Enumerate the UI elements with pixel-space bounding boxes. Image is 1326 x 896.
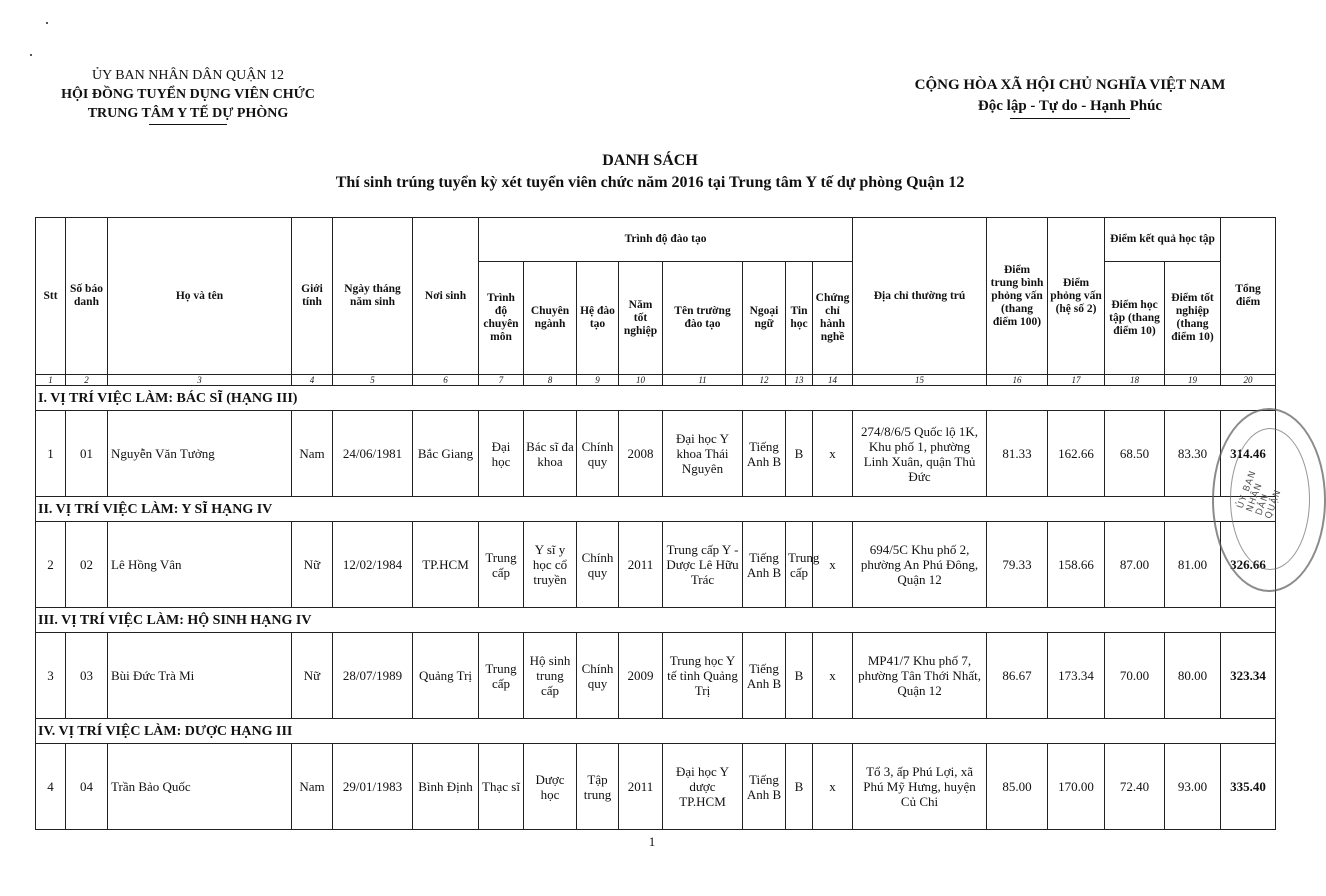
cell-name: Bùi Đức Trà Mi — [108, 633, 292, 719]
col-number: 3 — [108, 375, 292, 386]
cell-study-score: 72.40 — [1105, 744, 1165, 830]
col-number: 12 — [743, 375, 786, 386]
col-header-training-group: Trình độ đào tạo — [479, 218, 853, 262]
cell-dob: 29/01/1983 — [333, 744, 413, 830]
col-header-it: Tin học — [786, 262, 813, 375]
col-header-result-group: Điểm kết quả học tập — [1105, 218, 1221, 262]
cell-school: Đại học Y khoa Thái Nguyên — [663, 411, 743, 497]
col-number: 20 — [1221, 375, 1276, 386]
cell-birthplace: Quảng Trị — [413, 633, 479, 719]
cell-sbd: 02 — [66, 522, 108, 608]
col-number: 5 — [333, 375, 413, 386]
cell-dob: 24/06/1981 — [333, 411, 413, 497]
col-number: 10 — [619, 375, 663, 386]
issuer-line-3: TRUNG TÂM Y TẾ DỰ PHÒNG — [87, 106, 289, 121]
cell-address: 694/5C Khu phố 2, phường An Phú Đông, Quận 12 — [853, 522, 987, 608]
cell-sbd: 03 — [66, 633, 108, 719]
cell-language: Tiếng Anh B — [743, 633, 786, 719]
cell-language: Tiếng Anh B — [743, 411, 786, 497]
column-number-row — [36, 375, 1276, 386]
cell-interview-avg: 79.33 — [987, 522, 1048, 608]
cell-mode: Tập trung — [577, 744, 619, 830]
col-header-sbd: Số báo danh — [66, 218, 108, 375]
cell-mode: Chính quy — [577, 522, 619, 608]
cell-school: Trung học Y tế tỉnh Quảng Trị — [663, 633, 743, 719]
col-header-grad-score: Điểm tốt nghiệp (thang điểm 10) — [1165, 262, 1221, 375]
cell-grad-year: 2011 — [619, 744, 663, 830]
cell-address: MP41/7 Khu phố 7, phường Tân Thới Nhất, Quận 12 — [853, 633, 987, 719]
cell-interview-x2: 162.66 — [1048, 411, 1105, 497]
cell-gender: Nữ — [292, 633, 333, 719]
col-number: 14 — [813, 375, 853, 386]
cell-interview-x2: 158.66 — [1048, 522, 1105, 608]
cell-level: Thạc sĩ — [479, 744, 524, 830]
cell-language: Tiếng Anh B — [743, 744, 786, 830]
col-number: 16 — [987, 375, 1048, 386]
issuer-line-2: HỘI ĐỒNG TUYỂN DỤNG VIÊN CHỨC — [61, 87, 315, 102]
cell-major: Hộ sinh trung cấp — [524, 633, 577, 719]
cell-stt: 2 — [36, 522, 66, 608]
col-number: 7 — [479, 375, 524, 386]
table-row — [36, 633, 1276, 719]
motto-underline — [1010, 118, 1130, 119]
cell-sbd: 01 — [66, 411, 108, 497]
cell-major: Bác sĩ đa khoa — [524, 411, 577, 497]
cell-name: Nguyễn Văn Tưởng — [108, 411, 292, 497]
cell-interview-avg: 81.33 — [987, 411, 1048, 497]
cell-gender: Nam — [292, 744, 333, 830]
cell-grad-score: 80.00 — [1165, 633, 1221, 719]
col-header-gender: Giới tính — [292, 218, 333, 375]
section-title: I. VỊ TRÍ VIỆC LÀM: BÁC SĨ (HẠNG III) — [36, 386, 1276, 411]
col-number: 6 — [413, 375, 479, 386]
col-header-grad-year: Năm tốt nghiệp — [619, 262, 663, 375]
cell-address: Tổ 3, ấp Phú Lợi, xã Phú Mỹ Hưng, huyện Củ Chi — [853, 744, 987, 830]
cell-total: 314.46 — [1221, 411, 1276, 497]
national-motto: Độc lập - Tự do - Hạnh Phúc — [977, 98, 1163, 114]
cell-cert: x — [813, 744, 853, 830]
col-header-language: Ngoại ngữ — [743, 262, 786, 375]
cell-interview-avg: 86.67 — [987, 633, 1048, 719]
cell-grad-year: 2011 — [619, 522, 663, 608]
cell-gender: Nam — [292, 411, 333, 497]
cell-grad-score: 93.00 — [1165, 744, 1221, 830]
col-number: 11 — [663, 375, 743, 386]
table-row — [36, 411, 1276, 497]
cell-level: Trung cấp — [479, 522, 524, 608]
scan-speck — [46, 22, 48, 24]
cell-grad-year: 2009 — [619, 633, 663, 719]
cell-grad-score: 81.00 — [1165, 522, 1221, 608]
title-line-2: Thí sinh trúng tuyển kỳ xét tuyển viên chức năm 2016 tại Trung tâm Y tế dự phòng Quận 12 — [335, 174, 965, 191]
cell-grad-year: 2008 — [619, 411, 663, 497]
col-number: 13 — [786, 375, 813, 386]
table-row — [36, 744, 1276, 830]
document-title — [300, 150, 1000, 194]
cell-birthplace: Bình Định — [413, 744, 479, 830]
col-number: 2 — [66, 375, 108, 386]
cell-name: Trần Bảo Quốc — [108, 744, 292, 830]
section-title: IV. VỊ TRÍ VIỆC LÀM: DƯỢC HẠNG III — [36, 719, 1276, 744]
cell-name: Lê Hồng Vân — [108, 522, 292, 608]
table-row — [36, 522, 1276, 608]
cell-school: Trung cấp Y - Dược Lê Hữu Trác — [663, 522, 743, 608]
section-title: III. VỊ TRÍ VIỆC LÀM: HỘ SINH HẠNG IV — [36, 608, 1276, 633]
cell-it: B — [786, 411, 813, 497]
scan-speck — [30, 54, 32, 56]
issuer-line-1: ỦY BAN NHÂN DÂN QUẬN 12 — [92, 68, 284, 83]
issuer-header — [28, 66, 348, 125]
cell-dob: 28/07/1989 — [333, 633, 413, 719]
col-header-school: Tên trường đào tạo — [663, 262, 743, 375]
cell-major: Y sĩ y học cổ truyền — [524, 522, 577, 608]
col-header-major: Chuyên ngành — [524, 262, 577, 375]
col-header-birthplace: Nơi sinh — [413, 218, 479, 375]
official-seal-text: ỦY BAN NHÂN DÂN QUẬN — [1235, 469, 1284, 521]
col-header-dob: Ngày tháng năm sinh — [333, 218, 413, 375]
cell-total: 326.66 — [1221, 522, 1276, 608]
cell-grad-score: 83.30 — [1165, 411, 1221, 497]
col-header-study-score: Điểm học tập (thang điểm 10) — [1105, 262, 1165, 375]
cell-it: Trung cấp — [786, 522, 813, 608]
col-header-mode: Hệ đào tạo — [577, 262, 619, 375]
cell-language: Tiếng Anh B — [743, 522, 786, 608]
title-line-1: DANH SÁCH — [602, 152, 698, 169]
cell-interview-avg: 85.00 — [987, 744, 1048, 830]
cell-total: 323.34 — [1221, 633, 1276, 719]
cell-stt: 1 — [36, 411, 66, 497]
candidates-table — [35, 217, 1276, 830]
cell-interview-x2: 170.00 — [1048, 744, 1105, 830]
col-header-address: Địa chỉ thường trú — [853, 218, 987, 375]
cell-birthplace: Bắc Giang — [413, 411, 479, 497]
national-header — [880, 75, 1260, 119]
col-number: 18 — [1105, 375, 1165, 386]
col-number: 15 — [853, 375, 987, 386]
col-header-interview-avg: Điểm trung bình phỏng vấn (thang điểm 100) — [987, 218, 1048, 375]
cell-school: Đại học Y dược TP.HCM — [663, 744, 743, 830]
col-header-level: Trình độ chuyên môn — [479, 262, 524, 375]
cell-mode: Chính quy — [577, 633, 619, 719]
cell-it: B — [786, 633, 813, 719]
header-underline — [149, 124, 227, 125]
cell-stt: 3 — [36, 633, 66, 719]
cell-cert: x — [813, 633, 853, 719]
col-header-total: Tổng điểm — [1221, 218, 1276, 375]
col-header-name: Họ và tên — [108, 218, 292, 375]
cell-total: 335.40 — [1221, 744, 1276, 830]
col-number: 19 — [1165, 375, 1221, 386]
cell-level: Trung cấp — [479, 633, 524, 719]
cell-major: Dược học — [524, 744, 577, 830]
col-number: 8 — [524, 375, 577, 386]
cell-cert: x — [813, 411, 853, 497]
cell-it: B — [786, 744, 813, 830]
cell-level: Đại học — [479, 411, 524, 497]
cell-study-score: 70.00 — [1105, 633, 1165, 719]
col-header-interview-x2: Điểm phỏng vấn (hệ số 2) — [1048, 218, 1105, 375]
page-number: 1 — [648, 834, 656, 849]
cell-stt: 4 — [36, 744, 66, 830]
cell-dob: 12/02/1984 — [333, 522, 413, 608]
col-number: 4 — [292, 375, 333, 386]
cell-birthplace: TP.HCM — [413, 522, 479, 608]
section-title: II. VỊ TRÍ VIỆC LÀM: Y SĨ HẠNG IV — [36, 497, 1276, 522]
national-title: CỘNG HÒA XÃ HỘI CHỦ NGHĨA VIỆT NAM — [914, 77, 1226, 93]
col-number: 17 — [1048, 375, 1105, 386]
cell-study-score: 68.50 — [1105, 411, 1165, 497]
cell-cert: x — [813, 522, 853, 608]
cell-sbd: 04 — [66, 744, 108, 830]
col-header-cert: Chứng chỉ hành nghề — [813, 262, 853, 375]
cell-address: 274/8/6/5 Quốc lộ 1K, Khu phố 1, phường Linh Xuân, quận Thủ Đức — [853, 411, 987, 497]
col-number: 9 — [577, 375, 619, 386]
cell-mode: Chính quy — [577, 411, 619, 497]
cell-study-score: 87.00 — [1105, 522, 1165, 608]
col-number: 1 — [36, 375, 66, 386]
col-header-stt: Stt — [36, 218, 66, 375]
cell-gender: Nữ — [292, 522, 333, 608]
cell-interview-x2: 173.34 — [1048, 633, 1105, 719]
